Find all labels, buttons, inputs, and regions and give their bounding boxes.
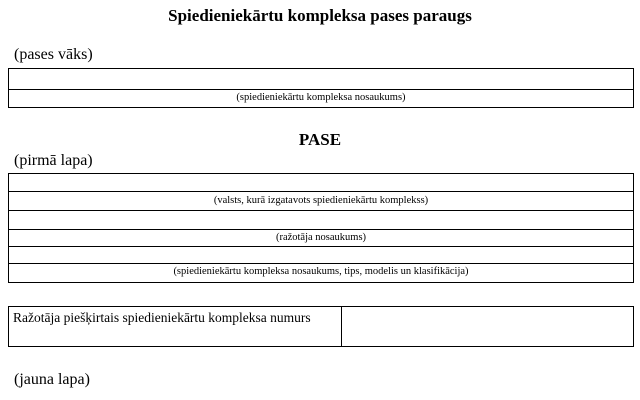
complex-fill-line xyxy=(9,263,633,264)
cover-fill-line xyxy=(9,89,633,90)
table-column-divider xyxy=(341,307,342,346)
manufacturer-fill-line xyxy=(9,229,633,230)
new-page-label: (jauna lapa) xyxy=(14,371,90,388)
cover-section-label: (pases vāks) xyxy=(14,46,93,63)
first-page-form-box xyxy=(8,173,634,283)
manufacturer-number-table xyxy=(8,306,634,347)
document-title: Spiedieniekārtu kompleksa pases paraugs xyxy=(168,6,472,25)
section-divider xyxy=(9,210,633,211)
section-divider xyxy=(9,246,633,247)
first-page-section-label: (pirmā lapa) xyxy=(14,152,93,169)
manufacturer-caption: (ražotāja nosaukums) xyxy=(275,232,367,243)
cover-form-box xyxy=(8,68,634,108)
country-caption: (valsts, kurā izgatavots spiedieniekārtu komplekss) xyxy=(213,195,429,206)
passport-heading: PASE xyxy=(298,130,342,149)
country-fill-line xyxy=(9,191,633,192)
complex-caption: (spiedieniekārtu kompleksa nosaukums, tips, modelis un klasifikācija) xyxy=(173,266,469,277)
manufacturer-number-label: Ražotāja piešķirtais spiedieniekārtu kompleksa numurs xyxy=(13,310,311,325)
cover-caption: (spiedieniekārtu kompleksa nosaukums) xyxy=(236,92,406,103)
